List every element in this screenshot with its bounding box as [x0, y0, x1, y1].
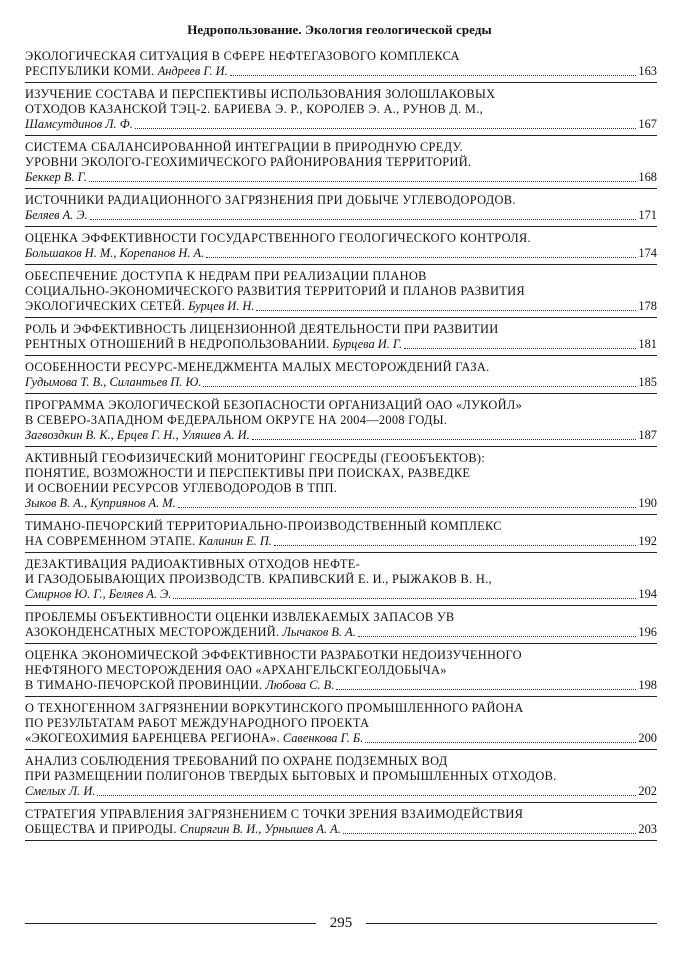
- toc-entry: [25, 447, 657, 515]
- toc-entry-title-tail: РЕНТНЫХ ОТНОШЕНИЙ В НЕДРОПОЛЬЗОВАНИИ.: [25, 337, 330, 351]
- toc-entry-title-tail: В ТИМАНО-ПЕЧОРСКОЙ ПРОВИНЦИИ.: [25, 678, 263, 692]
- toc-entry-page-number: 167: [638, 117, 657, 131]
- toc-entry-title-line: ТИМАНО-ПЕЧОРСКИЙ ТЕРРИТОРИАЛЬНО-ПРОИЗВОДСТВЕННЫЙ КОМПЛЕКС: [25, 519, 502, 533]
- toc-entry-authors: Бурцев И. Н.: [188, 299, 255, 313]
- toc-entry: [25, 227, 657, 265]
- toc-entry-authors: Беляев А. Э.: [25, 208, 88, 222]
- toc-entry-page-number: 198: [638, 678, 657, 692]
- toc-entry-title-line: ДЕЗАКТИВАЦИЯ РАДИОАКТИВНЫХ ОТХОДОВ НЕФТЕ-: [25, 557, 361, 571]
- dot-leader: [203, 386, 636, 387]
- toc-entry-title-line: ПРОБЛЕМЫ ОБЪЕКТИВНОСТИ ОЦЕНКИ ИЗВЛЕКАЕМЫХ ЗАПАСОВ УВ: [25, 610, 455, 624]
- toc-entry-title-line: ЭКОЛОГИЧЕСКАЯ СИТУАЦИЯ В СФЕРЕ НЕФТЕГАЗОВОГО КОМПЛЕКСА: [25, 49, 460, 63]
- toc-entry-last-line: [25, 64, 657, 79]
- toc-entry-authors: Загвоздкин В. К., Ерцев Г. Н., Уляшев А. И.: [25, 428, 250, 442]
- toc-entry-title-line: РОЛЬ И ЭФФЕКТИВНОСТЬ ЛИЦЕНЗИОННОЙ ДЕЯТЕЛЬНОСТИ ПРИ РАЗВИТИИ: [25, 322, 499, 336]
- toc-entry: [25, 356, 657, 394]
- toc-entry-title-line: В СЕВЕРО-ЗАПАДНОМ ФЕДЕРАЛЬНОМ ОКРУГЕ НА 2004—2008 ГОДЫ.: [25, 413, 448, 427]
- toc-entry-authors: Савенкова Г. Б.: [282, 731, 364, 745]
- toc-entry-last-line: [25, 678, 657, 693]
- toc-entry-authors: Калинин Е. П.: [198, 534, 272, 548]
- toc-entry-page-number: 178: [638, 299, 657, 313]
- toc-entry-page-number: 187: [638, 428, 657, 442]
- toc-entry-last-line: [25, 208, 657, 223]
- toc-entry-title-line: ПРИ РАЗМЕЩЕНИИ ПОЛИГОНОВ ТВЕРДЫХ БЫТОВЫХ И ПРОМЫШЛЕННЫХ ОТХОДОВ.: [25, 769, 557, 783]
- toc-entry-authors: Шамсутдинов Л. Ф.: [25, 117, 133, 131]
- page-footer: [25, 913, 657, 933]
- dot-leader: [343, 833, 637, 834]
- toc-entry-title-line: УРОВНИ ЭКОЛОГО-ГЕОХИМИЧЕСКОГО РАЙОНИРОВАНИЯ ТЕРРИТОРИЙ.: [25, 155, 472, 169]
- toc-entry-title-line: НЕФТЯНОГО МЕСТОРОЖДЕНИЯ ОАО «АРХАНГЕЛЬСКГЕОЛДОБЫЧА»: [25, 663, 447, 677]
- toc-entry-title-line: СТРАТЕГИЯ УПРАВЛЕНИЯ ЗАГРЯЗНЕНИЕМ С ТОЧКИ ЗРЕНИЯ ВЗАИМОДЕЙСТВИЯ: [25, 807, 524, 821]
- toc-entry: [25, 318, 657, 356]
- dot-leader: [230, 75, 637, 76]
- toc-entry-title-line: О ТЕХНОГЕННОМ ЗАГРЯЗНЕНИИ ВОРКУТИНСКОГО ПРОМЫШЛЕННОГО РАЙОНА: [25, 701, 524, 715]
- toc-entry: [25, 750, 657, 803]
- toc-entry-title-tail: ОБЩЕСТВА И ПРИРОДЫ.: [25, 822, 177, 836]
- toc-entry-authors: Лычаков В. А.: [282, 625, 356, 639]
- toc-entry-authors: Большаков Н. М., Корепанов Н. А.: [25, 246, 205, 260]
- toc-entry-page-number: 194: [638, 587, 657, 601]
- toc-entry: [25, 265, 657, 318]
- toc-entry-last-line: [25, 625, 657, 640]
- toc-entry-last-line: [25, 784, 657, 799]
- dot-leader: [97, 795, 636, 796]
- toc-entry-page-number: 174: [638, 246, 657, 260]
- table-of-contents: [25, 45, 657, 841]
- toc-entry-page-number: 200: [638, 731, 657, 745]
- dot-leader: [252, 439, 637, 440]
- dot-leader: [274, 545, 637, 546]
- toc-entry-authors: Беккер В. Г.: [25, 170, 87, 184]
- toc-entry-authors: Смелых Л. И.: [25, 784, 96, 798]
- toc-entry-title-line: ОСОБЕННОСТИ РЕСУРС-МЕНЕДЖМЕНТА МАЛЫХ МЕСТОРОЖДЕНИЙ ГАЗА.: [25, 360, 490, 374]
- toc-entry-page-number: 192: [638, 534, 657, 548]
- toc-entry: [25, 697, 657, 750]
- toc-entry-last-line: [25, 496, 657, 511]
- toc-entry-title-tail: НА СОВРЕМЕННОМ ЭТАПЕ.: [25, 534, 196, 548]
- dot-leader: [358, 636, 637, 637]
- dot-leader: [336, 689, 636, 690]
- toc-entry: [25, 394, 657, 447]
- toc-entry-page-number: 163: [638, 64, 657, 78]
- toc-entry: [25, 83, 657, 136]
- dot-leader: [89, 181, 637, 182]
- toc-entry-title-line: ОЦЕНКА ЭФФЕКТИВНОСТИ ГОСУДАРСТВЕННОГО ГЕОЛОГИЧЕСКОГО КОНТРОЛЯ.: [25, 231, 531, 245]
- toc-entry: [25, 45, 657, 83]
- toc-entry-page-number: 171: [638, 208, 657, 222]
- toc-entry-title-line: ИСТОЧНИКИ РАДИАЦИОННОГО ЗАГРЯЗНЕНИЯ ПРИ ДОБЫЧЕ УГЛЕВОДОРОДОВ.: [25, 193, 516, 207]
- footer-rule-right: [366, 923, 657, 924]
- toc-entry-last-line: [25, 534, 657, 549]
- toc-entry-authors: Зыков В. А., Куприянов А. М.: [25, 496, 176, 510]
- toc-entry-title-line: ОТХОДОВ КАЗАНСКОЙ ТЭЦ-2. БАРИЕВА Э. Р., КОРОЛЕВ Э. А., РУНОВ Д. М.,: [25, 102, 484, 116]
- dot-leader: [173, 598, 636, 599]
- toc-entry-authors: Любова С. В.: [265, 678, 335, 692]
- toc-entry-title-line: И ОСВОЕНИИ РЕСУРСОВ УГЛЕВОДОРОДОВ В ТПП.: [25, 481, 338, 495]
- toc-entry-page-number: 168: [638, 170, 657, 184]
- toc-entry-page-number: 181: [638, 337, 657, 351]
- page-number: 295: [329, 914, 353, 931]
- dot-leader: [206, 257, 636, 258]
- toc-entry-last-line: [25, 246, 657, 261]
- toc-entry-title-tail: РЕСПУБЛИКИ КОМИ.: [25, 64, 155, 78]
- toc-entry-title-line: ПО РЕЗУЛЬТАТАМ РАБОТ МЕЖДУНАРОДНОГО ПРОЕКТА: [25, 716, 370, 730]
- toc-entry-last-line: [25, 170, 657, 185]
- toc-entry-authors: Смирнов Ю. Г., Беляев А. Э.: [25, 587, 172, 601]
- toc-entry-page-number: 190: [638, 496, 657, 510]
- toc-entry-title-tail: АЗОКОНДЕНСАТНЫХ МЕСТОРОЖДЕНИЙ.: [25, 625, 280, 639]
- toc-entry-title-line: ОБЕСПЕЧЕНИЕ ДОСТУПА К НЕДРАМ ПРИ РЕАЛИЗАЦИИ ПЛАНОВ: [25, 269, 427, 283]
- dot-leader: [365, 742, 636, 743]
- toc-entry-title-tail: «ЭКОГЕОХИМИЯ БАРЕНЦЕВА РЕГИОНА».: [25, 731, 280, 745]
- toc-entry-title-line: АКТИВНЫЙ ГЕОФИЗИЧЕСКИЙ МОНИТОРИНГ ГЕОСРЕДЫ (ГЕООБЪЕКТОВ):: [25, 451, 486, 465]
- toc-entry: [25, 136, 657, 189]
- toc-entry-last-line: [25, 299, 657, 314]
- toc-entry-title-line: АНАЛИЗ СОБЛЮДЕНИЯ ТРЕБОВАНИЙ ПО ОХРАНЕ ПОДЗЕМНЫХ ВОД: [25, 754, 448, 768]
- toc-entry: [25, 606, 657, 644]
- toc-entry-title-line: ПРОГРАММА ЭКОЛОГИЧЕСКОЙ БЕЗОПАСНОСТИ ОРГАНИЗАЦИЙ ОАО «ЛУКОЙЛ»: [25, 398, 523, 412]
- toc-entry-title-line: ИЗУЧЕНИЕ СОСТАВА И ПЕРСПЕКТИВЫ ИСПОЛЬЗОВАНИЯ ЗОЛОШЛАКОВЫХ: [25, 87, 496, 101]
- toc-entry-title-line: ПОНЯТИЕ, ВОЗМОЖНОСТИ И ПЕРСПЕКТИВЫ ПРИ ПОИСКАХ, РАЗВЕДКЕ: [25, 466, 471, 480]
- toc-entry-last-line: [25, 587, 657, 602]
- toc-entry: [25, 644, 657, 697]
- toc-entry-last-line: [25, 337, 657, 352]
- toc-entry-authors: Бурцева И. Г.: [332, 337, 403, 351]
- toc-entry-title-line: И ГАЗОДОБЫВАЮЩИХ ПРОИЗВОДСТВ. КРАПИВСКИЙ Е. И., РЫЖАКОВ В. Н.,: [25, 572, 492, 586]
- dot-leader: [90, 219, 637, 220]
- dot-leader: [256, 310, 636, 311]
- toc-entry-title-line: ОЦЕНКА ЭКОНОМИЧЕСКОЙ ЭФФЕКТИВНОСТИ РАЗРАБОТКИ НЕДОИЗУЧЕННОГО: [25, 648, 522, 662]
- footer-rule-left: [25, 923, 316, 924]
- toc-entry-page-number: 203: [638, 822, 657, 836]
- toc-entry: [25, 803, 657, 841]
- toc-entry-page-number: 202: [638, 784, 657, 798]
- dot-leader: [404, 348, 636, 349]
- toc-entry-last-line: [25, 375, 657, 390]
- toc-entry-title-line: СИСТЕМА СБАЛАНСИРОВАННОЙ ИНТЕГРАЦИИ В ПРИРОДНУЮ СРЕДУ.: [25, 140, 463, 154]
- dot-leader: [178, 507, 637, 508]
- toc-entry-page-number: 185: [638, 375, 657, 389]
- toc-entry-last-line: [25, 117, 657, 132]
- toc-entry-authors: Спирягин В. И., Урнышев А. А.: [179, 822, 341, 836]
- toc-entry-authors: Гудымова Т. В., Силантьев П. Ю.: [25, 375, 202, 389]
- toc-entry: [25, 189, 657, 227]
- toc-entry-authors: Андреев Г. И.: [157, 64, 228, 78]
- toc-entry-page-number: 196: [638, 625, 657, 639]
- toc-entry-title-line: СОЦИАЛЬНО-ЭКОНОМИЧЕСКОГО РАЗВИТИЯ ТЕРРИТОРИЙ И ПЛАНОВ РАЗВИТИЯ: [25, 284, 525, 298]
- section-title: Недропользование. Экология геологической среды: [187, 22, 492, 37]
- toc-entry: [25, 553, 657, 606]
- toc-entry-last-line: [25, 428, 657, 443]
- toc-entry-last-line: [25, 731, 657, 746]
- toc-entry: [25, 515, 657, 553]
- toc-entry-last-line: [25, 822, 657, 837]
- toc-entry-title-tail: ЭКОЛОГИЧЕСКИХ СЕТЕЙ.: [25, 299, 186, 313]
- dot-leader: [135, 128, 637, 129]
